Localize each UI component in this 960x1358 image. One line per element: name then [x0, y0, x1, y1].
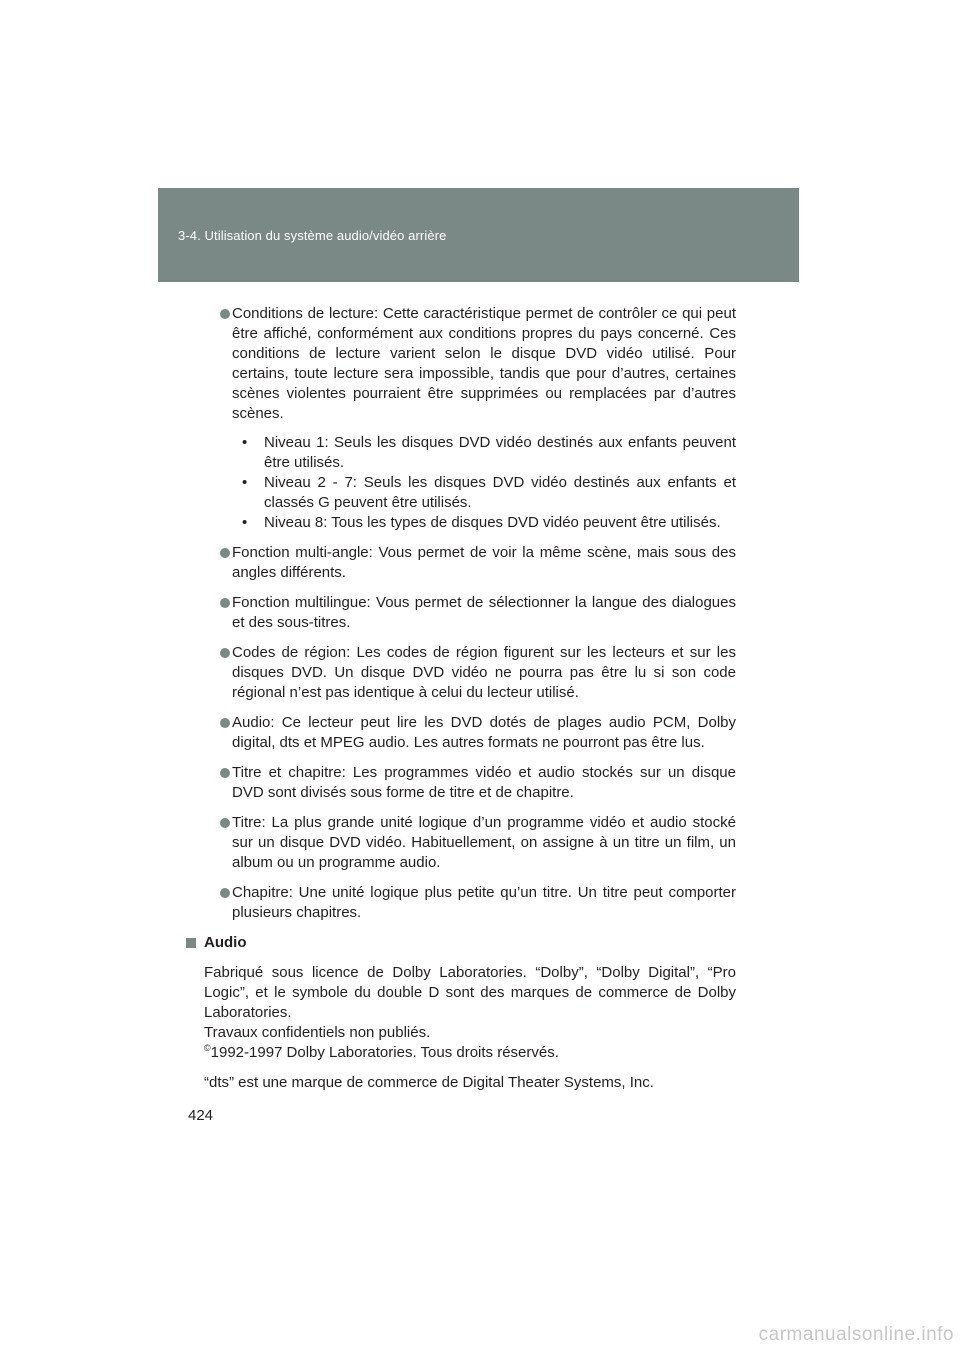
list-item — [200, 593, 736, 633]
audio-heading-text: Audio — [204, 934, 247, 951]
dolby-license-paragraph: Fabriqué sous licence de Dolby Laboratories. “Dolby”, “Dolby Digital”, “Pro Logic”, et le symbole du double D sont des marques de commerce de Dolby Laboratories. — [204, 964, 736, 1021]
bullet-dot-icon — [220, 548, 230, 558]
copyright-text: 1992-1997 Dolby Laboratories. Tous droits réservés. — [210, 1044, 559, 1061]
dts-trademark-paragraph: “dts” est une marque de commerce de Digital Theater Systems, Inc. — [204, 1074, 654, 1091]
list-item-text: Codes de région: Les codes de région figurent sur les lecteurs et sur les disques DVD. Un disque DVD vidéo ne pourra pas être lu si son code régional n’est pas identique à celui du lecteur utilisé. — [232, 644, 736, 701]
bullet-dot-icon — [220, 648, 230, 658]
sub-list-item — [242, 513, 736, 533]
sub-list-item-text: Niveau 2 - 7: Seuls les disques DVD vidéo destinés aux enfants et classés G peuvent être utilisés. — [264, 474, 736, 511]
sub-list-item — [242, 433, 736, 473]
list-item — [200, 883, 736, 923]
list-item — [200, 713, 736, 753]
sub-list-item-text: Niveau 8: Tous les types de disques DVD vidéo peuvent être utilisés. — [264, 514, 721, 531]
sub-bullet-icon: • — [242, 434, 248, 451]
list-item — [200, 643, 736, 703]
list-item-text: Chapitre: Une unité logique plus petite qu’un titre. Un titre peut comporter plusieurs chapitres. — [232, 884, 736, 921]
sub-list-item — [242, 473, 736, 513]
unpublished-works-paragraph: Travaux confidentiels non publiés. — [204, 1024, 431, 1041]
section-square-icon — [186, 938, 196, 948]
page-content — [200, 304, 736, 1093]
page-number: 424 — [188, 1107, 214, 1124]
copyright-icon: © — [204, 1043, 211, 1053]
bullet-dot-icon — [220, 818, 230, 828]
list-item — [200, 543, 736, 583]
sub-list — [232, 433, 736, 533]
list-item-text: Titre: La plus grande unité logique d’un programme vidéo et audio stocké sur un disque DVD vidéo. Habituellement, on assigne à un titre un film, un album ou un programme audio. — [232, 814, 736, 871]
list-item-text: Audio: Ce lecteur peut lire les DVD dotés de plages audio PCM, Dolby digital, dts et MPEG audio. Les autres formats ne pourront pas être lus. — [232, 714, 736, 751]
list-item-text: Fonction multi-angle: Vous permet de voir la même scène, mais sous des angles différents. — [232, 544, 736, 581]
list-item-text: Conditions de lecture: Cette caractéristique permet de contrôler ce qui peut être affiché, conformément aux conditions propres du pays concerné. Ces conditions de lecture varient selon le disque DVD vidéo utilisé. Pour certains, toute lecture sera impossible, tandis que pour d’autres, certaines scènes violentes pourraient être supprimées ou remplacées par d’autres scènes. — [232, 305, 736, 422]
bullet-dot-icon — [220, 888, 230, 898]
bullet-dot-icon — [220, 309, 230, 319]
list-item — [200, 763, 736, 803]
sub-bullet-icon: • — [242, 514, 248, 531]
sub-list-item-text: Niveau 1: Seuls les disques DVD vidéo destinés aux enfants peuvent être utilisés. — [264, 434, 736, 471]
list-item — [200, 813, 736, 873]
bullet-dot-icon — [220, 768, 230, 778]
list-item-text: Titre et chapitre: Les programmes vidéo et audio stockés sur un disque DVD sont divisés sous forme de titre et de chapitre. — [232, 764, 736, 801]
list-item-text: Fonction multilingue: Vous permet de sélectionner la langue des dialogues et des sous-titres. — [232, 594, 736, 631]
copyright-paragraph — [204, 1043, 736, 1063]
audio-section-body — [204, 963, 736, 1093]
sub-bullet-icon: • — [242, 474, 248, 491]
list-item — [200, 304, 736, 533]
audio-section-heading — [182, 933, 736, 953]
section-title: 3-4. Utilisation du système audio/vidéo arrière — [178, 228, 447, 243]
bullet-dot-icon — [220, 718, 230, 728]
bullet-dot-icon — [220, 598, 230, 608]
watermark: carmanualsonline.info — [758, 1324, 954, 1345]
